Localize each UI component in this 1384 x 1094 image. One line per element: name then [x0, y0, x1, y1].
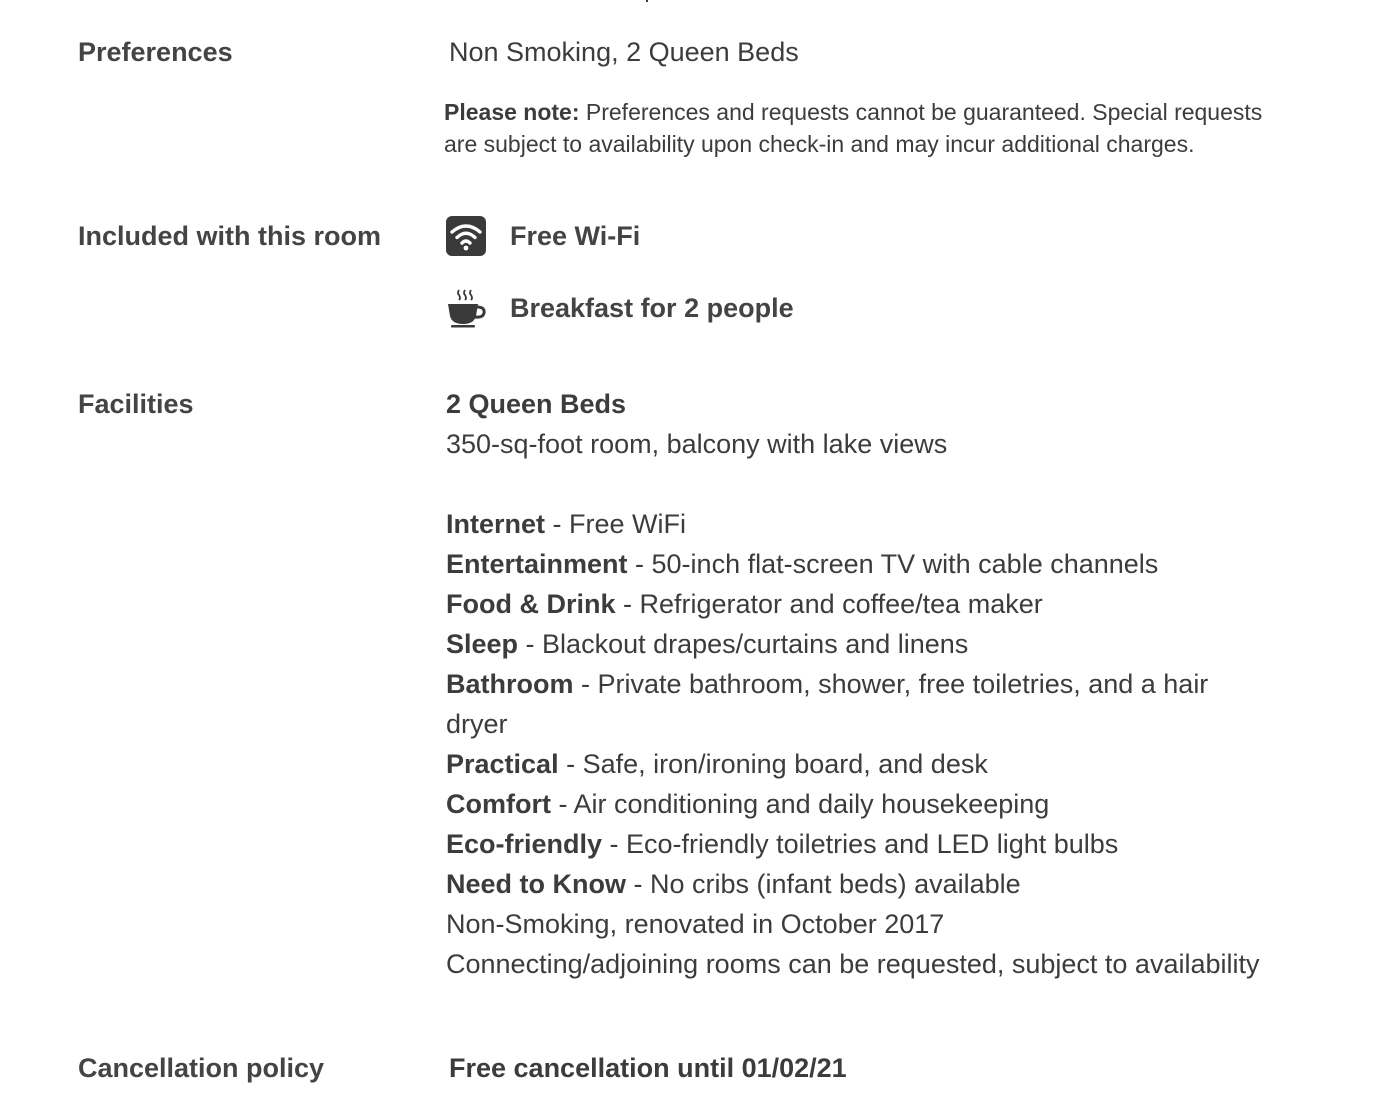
facility-name: Sleep: [446, 629, 519, 659]
facility-desc: - Free WiFi: [545, 509, 687, 539]
facility-item: [446, 784, 1266, 824]
preferences-label: Preferences: [78, 37, 233, 67]
facility-name: Internet: [446, 509, 546, 539]
cancellation-value: Free cancellation until 01/02/21: [449, 1053, 847, 1083]
facility-desc: - 50-inch flat-screen TV with cable channels: [627, 549, 1159, 579]
facility-desc: - Private bathroom, shower, free toiletries, and a hair dryer: [446, 669, 1209, 739]
facility-name: Food & Drink: [446, 589, 616, 619]
facility-item: [446, 744, 1266, 784]
facility-desc: - Refrigerator and coffee/tea maker: [615, 589, 1043, 619]
facilities-label: Facilities: [78, 389, 194, 419]
amenity-wifi: [446, 216, 640, 256]
cancellation-label: Cancellation policy: [78, 1053, 325, 1083]
note-text: Preferences and requests cannot be guaranteed. Special requests are subject to availability upon check-in and may incur additional charges.: [444, 99, 1263, 157]
wifi-icon: [446, 216, 486, 256]
preferences-note: [444, 96, 1264, 160]
facility-item: [446, 624, 1266, 664]
amenity-breakfast-text: Breakfast for 2 people: [510, 292, 794, 323]
amenity-wifi-text: Free Wi-Fi: [510, 220, 641, 251]
facility-desc: - Air conditioning and daily housekeeping: [550, 789, 1050, 819]
facility-extra: Non-Smoking, renovated in October 2017: [446, 909, 945, 939]
included-label: Included with this room: [78, 221, 381, 251]
facility-name: Comfort: [446, 789, 551, 819]
facility-name: Need to Know: [446, 869, 626, 899]
amenity-breakfast: [446, 288, 794, 328]
facilities-content: [446, 384, 1266, 984]
facility-item: [446, 544, 1266, 584]
note-bold-prefix: Please note:: [444, 99, 580, 125]
facility-item: [446, 504, 1266, 544]
facility-name: Eco-friendly: [446, 829, 603, 859]
facility-item: [446, 584, 1266, 624]
facility-item: [446, 864, 1266, 904]
facility-name: Practical: [446, 749, 559, 779]
facility-desc: - Safe, iron/ironing board, and desk: [558, 749, 988, 779]
facility-desc: - Blackout drapes/curtains and linens: [518, 629, 969, 659]
facility-desc: - No cribs (infant beds) available: [626, 869, 1021, 899]
facility-name: Bathroom: [446, 669, 574, 699]
facility-name: Entertainment: [446, 549, 628, 579]
preferences-value: Non Smoking, 2 Queen Beds: [449, 37, 799, 67]
facility-extra: Connecting/adjoining rooms can be requested, subject to availability: [446, 949, 1260, 979]
truncated-text-fragment: [640, 0, 648, 2]
coffee-cup-icon: [446, 288, 486, 328]
facility-item: [446, 664, 1266, 744]
room-type-title: 2 Queen Beds: [446, 389, 627, 419]
facility-item: [446, 824, 1266, 864]
spacer: [446, 464, 1266, 504]
room-summary: 350-sq-foot room, balcony with lake views: [446, 429, 948, 459]
facility-desc: - Eco-friendly toiletries and LED light bulbs: [602, 829, 1119, 859]
